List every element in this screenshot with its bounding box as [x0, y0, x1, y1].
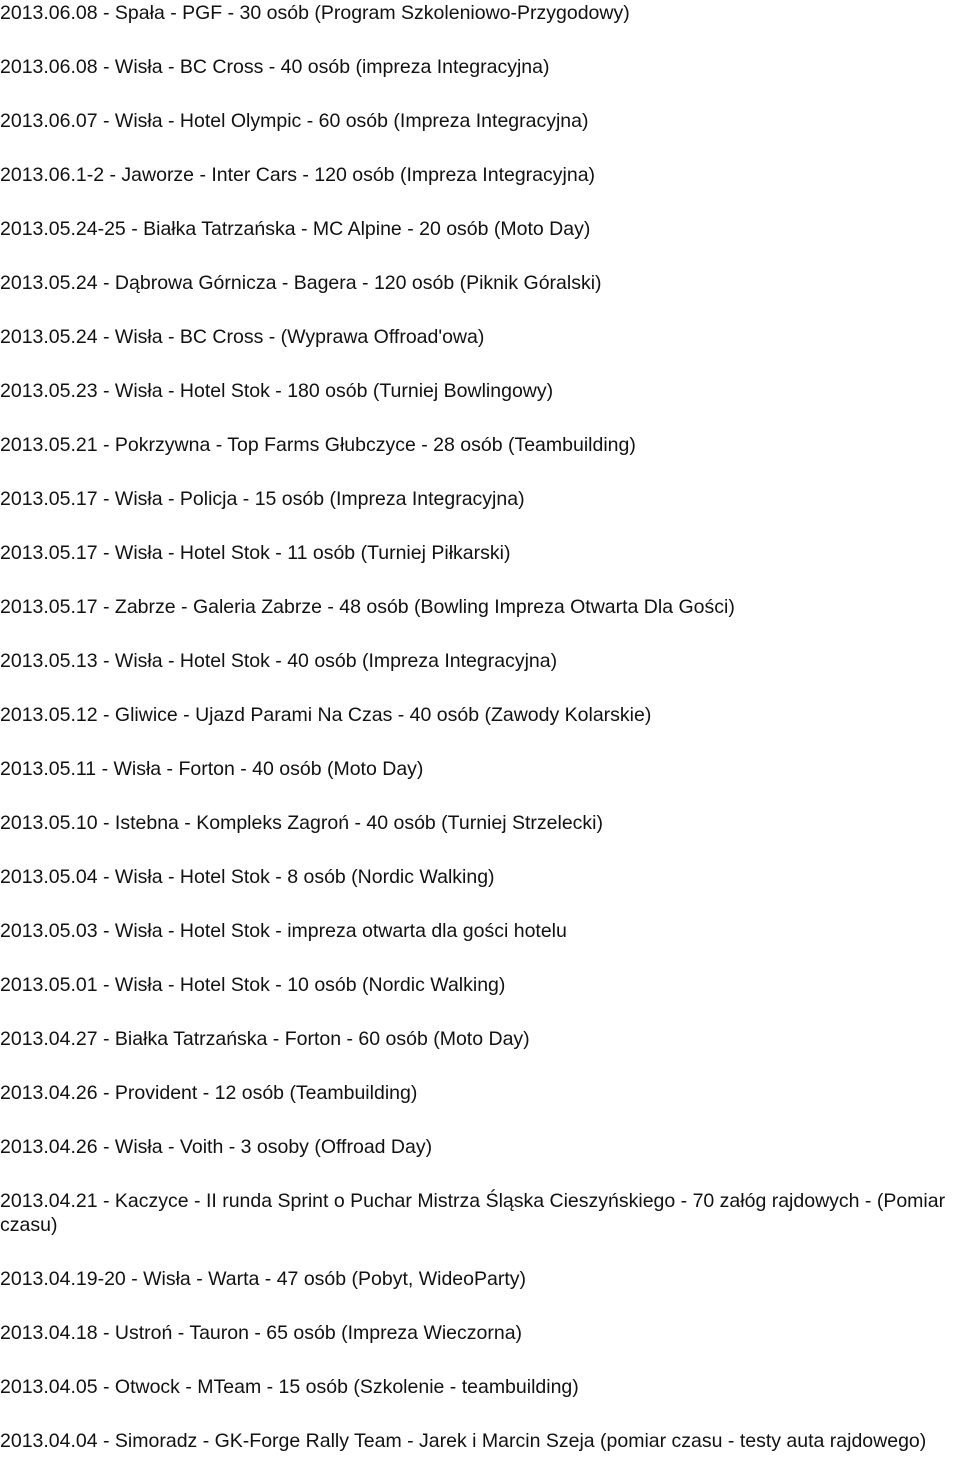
list-item: 2013.04.27 - Białka Tatrzańska - Forton - 60 osób (Moto Day) — [0, 1028, 530, 1050]
list-item: 2013.06.08 - Spała - PGF - 30 osób (Program Szkoleniowo-Przygodowy) — [0, 2, 630, 24]
list-item: 2013.06.1-2 - Jaworze - Inter Cars - 120 osób (Impreza Integracyjna) — [0, 164, 596, 186]
list-item: 2013.04.18 - Ustroń - Tauron - 65 osób (Impreza Wieczorna) — [0, 1322, 523, 1344]
list-item: 2013.06.08 - Wisła - BC Cross - 40 osób (impreza Integracyjna) — [0, 56, 550, 78]
list-item: 2013.05.23 - Wisła - Hotel Stok - 180 osób (Turniej Bowlingowy) — [0, 380, 554, 402]
list-item: 2013.04.26 - Provident - 12 osób (Teambuilding) — [0, 1082, 418, 1104]
list-item: 2013.04.21 - Kaczyce - II runda Sprint o Puchar Mistrza Śląska Cieszyńskiego - 70 załóg rajdowych - (Pomiar czasu) — [0, 1190, 946, 1236]
list-item: 2013.05.12 - Gliwice - Ujazd Parami Na Czas - 40 osób (Zawody Kolarskie) — [0, 704, 652, 726]
list-item: 2013.05.24 - Wisła - BC Cross - (Wyprawa Offroad'owa) — [0, 326, 485, 348]
list-item: 2013.05.17 - Zabrze - Galeria Zabrze - 48 osób (Bowling Impreza Otwarta Dla Gości) — [0, 596, 735, 618]
list-item: 2013.05.11 - Wisła - Forton - 40 osób (Moto Day) — [0, 758, 424, 780]
list-item: 2013.05.13 - Wisła - Hotel Stok - 40 osób (Impreza Integracyjna) — [0, 650, 558, 672]
list-item: 2013.05.03 - Wisła - Hotel Stok - impreza otwarta dla gości hotelu — [0, 920, 567, 942]
list-item: 2013.05.01 - Wisła - Hotel Stok - 10 osób (Nordic Walking) — [0, 974, 506, 996]
list-item: 2013.05.17 - Wisła - Hotel Stok - 11 osób (Turniej Piłkarski) — [0, 542, 511, 564]
list-item: 2013.05.10 - Istebna - Kompleks Zagroń - 40 osób (Turniej Strzelecki) — [0, 812, 603, 834]
list-item: 2013.05.17 - Wisła - Policja - 15 osób (Impreza Integracyjna) — [0, 488, 525, 510]
list-item: 2013.04.04 - Simoradz - GK-Forge Rally Team - Jarek i Marcin Szeja (pomiar czasu - testy auta rajdowego) — [0, 1430, 927, 1452]
list-item: 2013.05.24 - Dąbrowa Górnicza - Bagera - 120 osób (Piknik Góralski) — [0, 272, 602, 294]
list-item: 2013.05.24-25 - Białka Tatrzańska - MC Alpine - 20 osób (Moto Day) — [0, 218, 591, 240]
list-item: 2013.04.19-20 - Wisła - Warta - 47 osób (Pobyt, WideoParty) — [0, 1268, 526, 1290]
list-item: 2013.04.05 - Otwock - MTeam - 15 osób (Szkolenie - teambuilding) — [0, 1376, 579, 1398]
list-item: 2013.05.21 - Pokrzywna - Top Farms Głubczyce - 28 osób (Teambuilding) — [0, 434, 636, 456]
list-item: 2013.04.26 - Wisła - Voith - 3 osoby (Offroad Day) — [0, 1136, 433, 1158]
list-item: 2013.06.07 - Wisła - Hotel Olympic - 60 osób (Impreza Integracyjna) — [0, 110, 589, 132]
list-item: 2013.05.04 - Wisła - Hotel Stok - 8 osób (Nordic Walking) — [0, 866, 495, 888]
